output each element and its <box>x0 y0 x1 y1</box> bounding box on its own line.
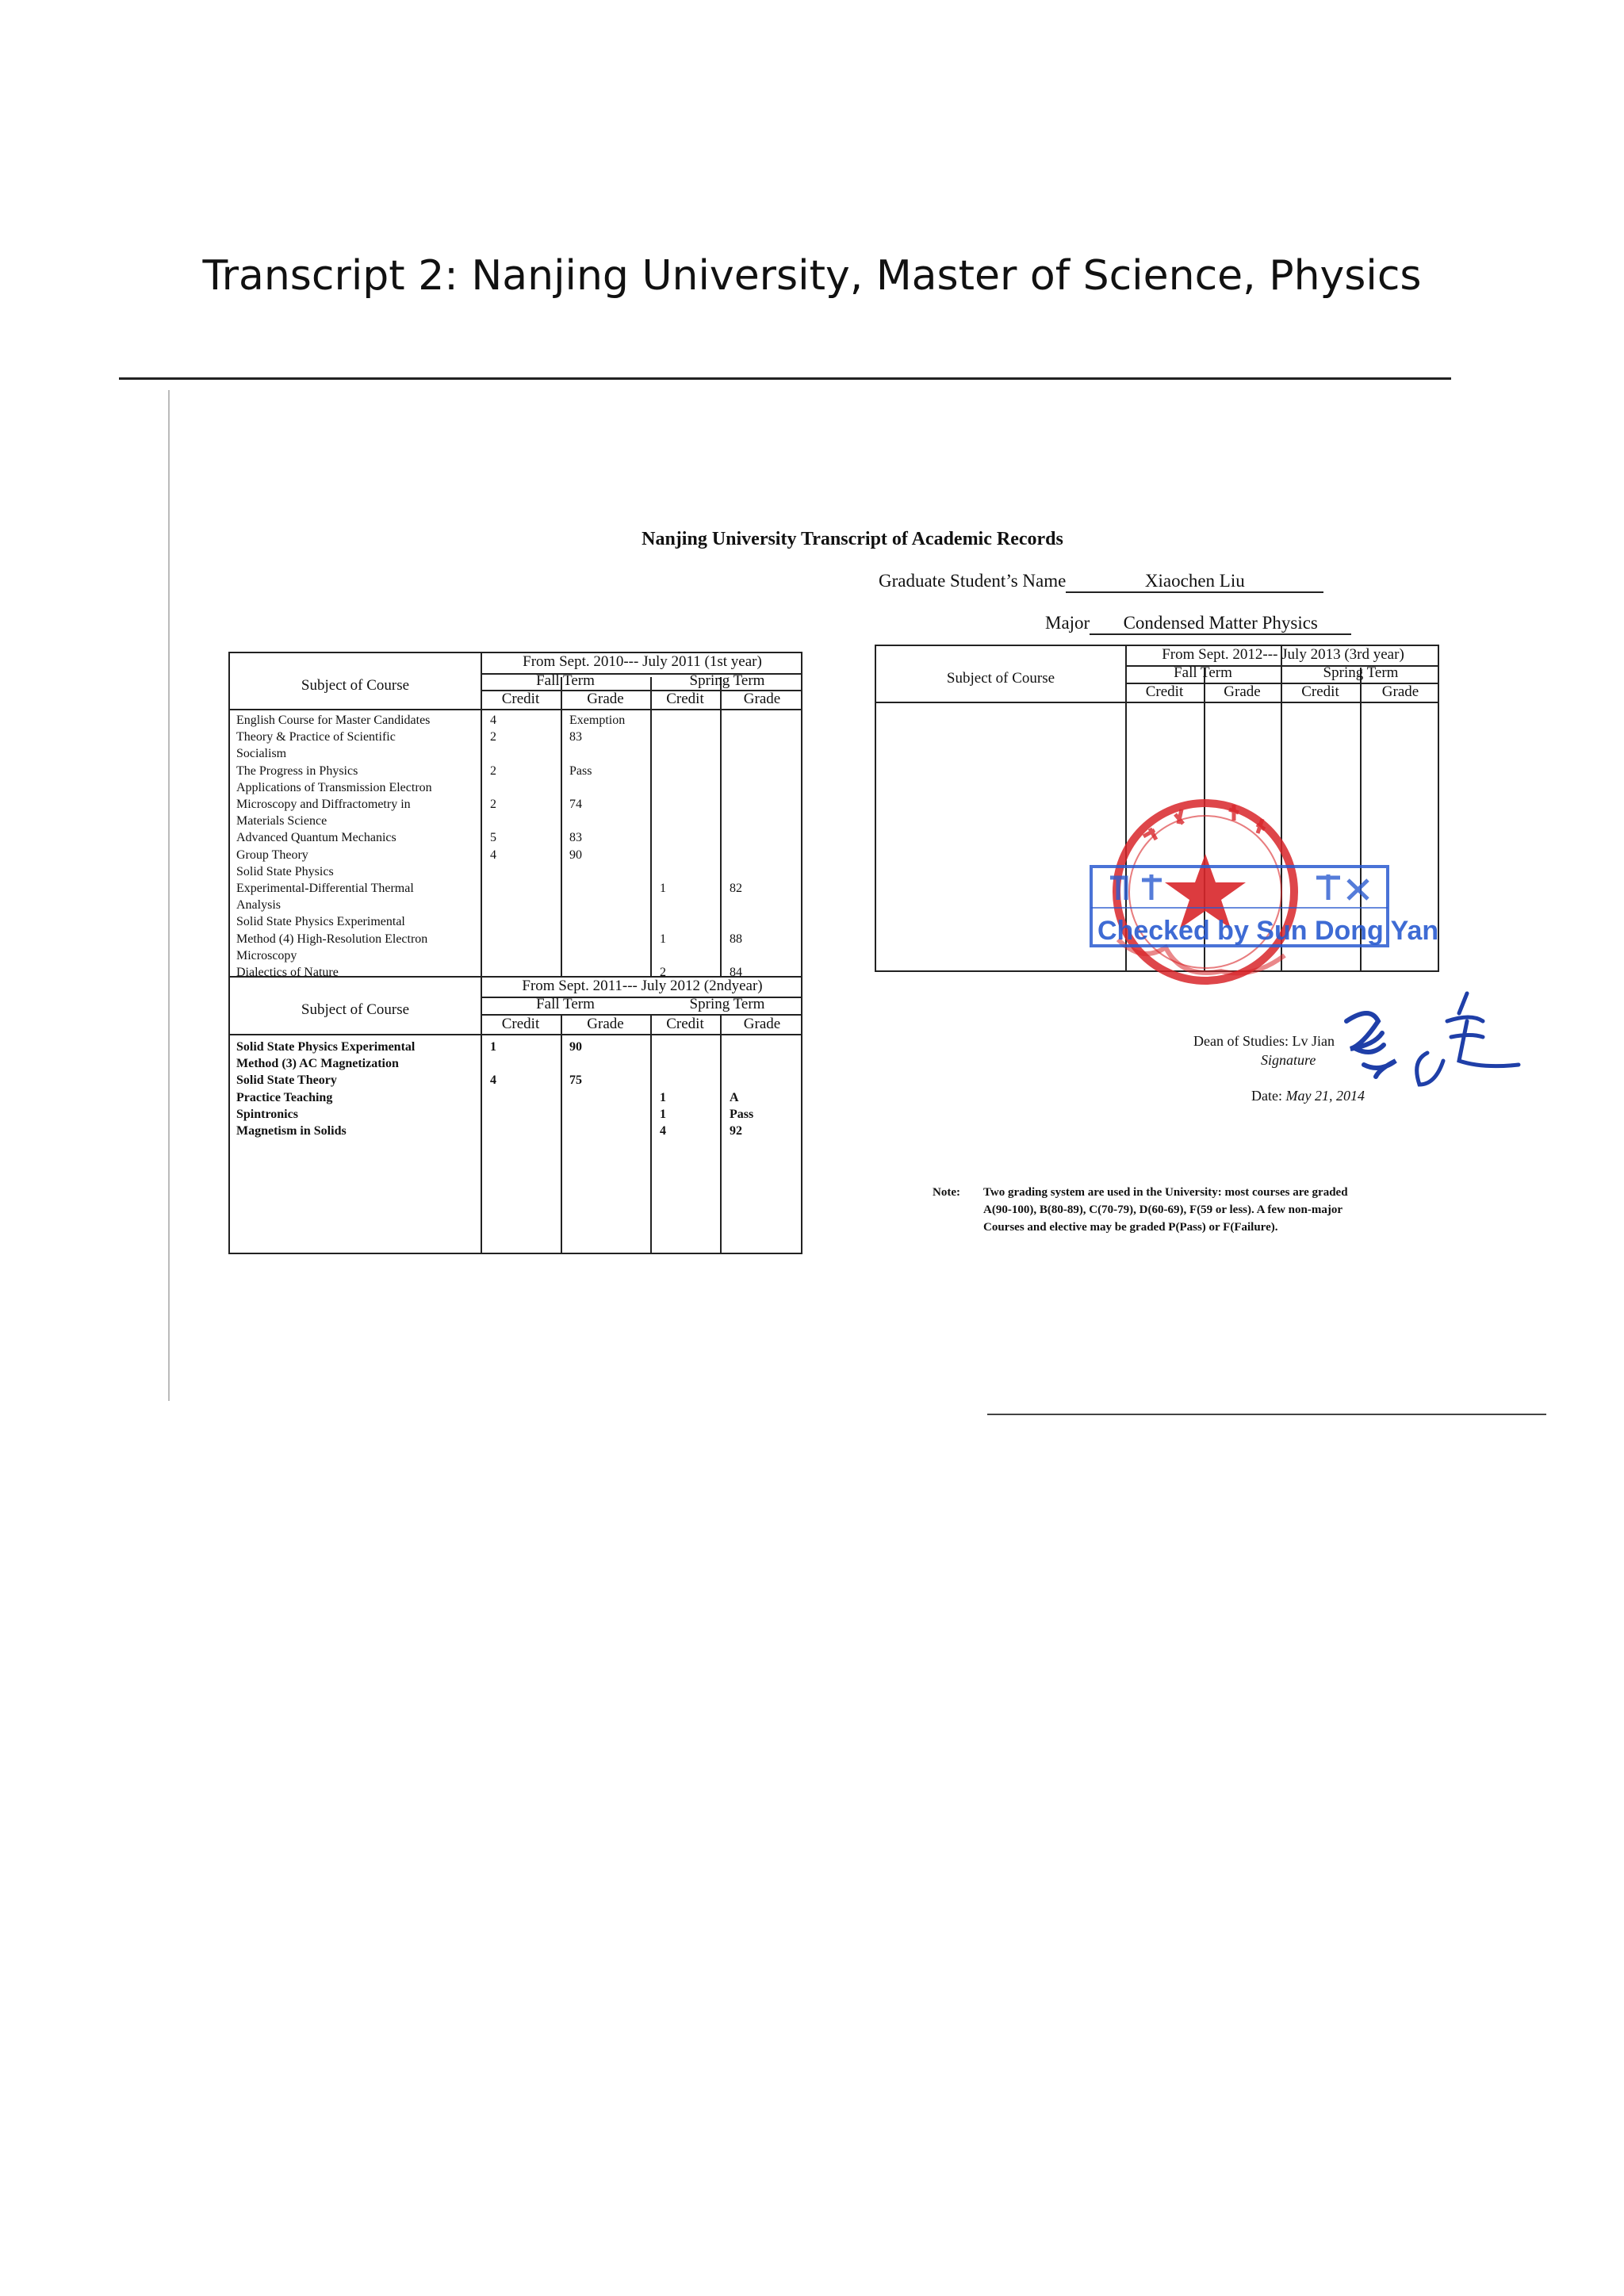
year1-spring-grade-header: Grade <box>743 691 781 707</box>
year1-fall-credit: 4 <box>490 714 496 727</box>
year2-period: From Sept. 2011--- July 2012 (2ndyear) <box>522 978 763 994</box>
year2-spring-grade: A <box>730 1090 739 1104</box>
year1-course-name: Applications of Transmission Electron <box>236 780 432 794</box>
year1-fall-credit: 2 <box>490 763 496 778</box>
year1-course-name: The Progress in Physics <box>236 763 358 778</box>
year3-period: From Sept. 2012--- July 2013 (3rd year) <box>1162 646 1404 663</box>
year1-fall-grade-header: Grade <box>587 691 624 707</box>
year1-course-name: English Course for Master Candidates <box>236 714 431 727</box>
grading-note-line2: A(90-100), B(80-89), C(70-79), D(60-69), F(59 or less). A few non-major <box>983 1203 1342 1216</box>
year2-spring-grade: 92 <box>730 1124 742 1138</box>
year2-subject-header: Subject of Course <box>301 1001 410 1018</box>
year1-fall-grade: 83 <box>569 730 582 744</box>
year2-fall-credit-header: Credit <box>501 1016 540 1032</box>
year2-course-name: Spintronics <box>236 1107 298 1121</box>
student-name-row <box>879 571 1323 593</box>
year2-fall-term: Fall Term <box>536 996 595 1012</box>
year2-fall-credit: 4 <box>490 1073 496 1088</box>
year2-course-name: Magnetism in Solids <box>236 1124 347 1138</box>
year1-course-name: Theory & Practice of Scientific <box>236 730 396 744</box>
year1-fall-credit: 2 <box>490 798 496 811</box>
major-row <box>1045 613 1351 635</box>
year2-fall-grade-header: Grade <box>587 1016 624 1032</box>
student-name-value: Xiaochen Liu <box>1066 571 1323 593</box>
year2-fall-credit: 1 <box>490 1040 496 1054</box>
year1-course-name: Experimental-Differential Thermal <box>236 882 414 895</box>
date-row <box>1251 1088 1365 1104</box>
year1-fall-grade: 83 <box>569 831 582 845</box>
year1-fall-term: Fall Term <box>536 672 595 689</box>
year1-fall-grade: 90 <box>569 848 582 862</box>
year1-fall-credit-header: Credit <box>501 691 540 707</box>
year1-spring-credit: 2 <box>660 966 666 979</box>
year2-spring-term: Spring Term <box>689 996 765 1012</box>
year1-period: From Sept. 2010--- July 2011 (1st year) <box>523 653 762 670</box>
transcript-table-year1 <box>228 652 802 978</box>
major-value: Condensed Matter Physics <box>1090 613 1351 635</box>
year2-course-name: Solid State Physics Experimental <box>236 1040 416 1054</box>
year3-subject-header: Subject of Course <box>946 670 1055 687</box>
year1-spring-grade: 82 <box>730 882 742 895</box>
year3-fall-term: Fall Term <box>1174 664 1232 681</box>
signature-label: Signature <box>1261 1052 1316 1068</box>
grading-note-line3: Courses and elective may be graded P(Pass) or F(Failure). <box>983 1221 1278 1234</box>
grading-note <box>983 1184 1348 1236</box>
year2-spring-grade: Pass <box>730 1107 754 1121</box>
dean-of-studies: Dean of Studies: Lv Jian <box>1193 1033 1335 1049</box>
year1-course-name: Dialectics of Nature <box>236 966 339 979</box>
year2-fall-grade: 75 <box>569 1073 582 1088</box>
handwritten-signature-icon <box>1340 989 1522 1093</box>
year1-course-name: Microscopy and Diffractometry in <box>236 798 411 811</box>
year1-spring-term: Spring Term <box>689 672 765 689</box>
year2-spring-credit: 4 <box>660 1124 666 1138</box>
year2-spring-credit: 1 <box>660 1107 666 1121</box>
year1-spring-credit: 1 <box>660 882 666 895</box>
year1-course-name: Microscopy <box>236 948 297 962</box>
year1-course-name: Materials Science <box>236 814 327 828</box>
year2-spring-credit-header: Credit <box>666 1016 704 1032</box>
year1-course-name: Analysis <box>236 898 281 913</box>
year2-fall-grade: 90 <box>569 1040 582 1054</box>
year3-spring-grade-header: Grade <box>1381 683 1419 700</box>
year2-course-name: Solid State Theory <box>236 1073 337 1088</box>
year1-fall-grade: 74 <box>569 798 582 811</box>
year1-fall-credit: 4 <box>490 848 496 862</box>
year2-course-name: Method (3) AC Magnetization <box>236 1057 399 1071</box>
year1-fall-grade: Pass <box>569 763 592 778</box>
page-title: Transcript 2: Nanjing University, Master of Science, Physics <box>202 252 1422 300</box>
year1-subject-header: Subject of Course <box>301 677 410 694</box>
year1-course-name: Method (4) High-Resolution Electron <box>236 932 428 946</box>
year3-spring-term: Spring Term <box>1323 664 1399 681</box>
date-value: May 21, 2014 <box>1285 1088 1365 1104</box>
scan-top-border <box>119 377 1451 380</box>
grading-note-line1: Two grading system are used in the University: most courses are graded <box>983 1186 1348 1199</box>
student-name-label: Graduate Student’s Name <box>879 571 1067 591</box>
signature-stroke-1 <box>1346 1013 1396 1077</box>
year1-course-name: Group Theory <box>236 848 308 862</box>
year3-fall-credit-header: Credit <box>1145 683 1184 700</box>
year1-fall-credit: 5 <box>490 831 496 845</box>
signature-stroke-2 <box>1417 993 1519 1085</box>
year2-spring-credit: 1 <box>660 1090 666 1104</box>
year2-spring-grade-header: Grade <box>743 1016 781 1032</box>
year2-course-name: Practice Teaching <box>236 1090 333 1104</box>
checked-by-stamp-text: Checked by Sun Dong Yan <box>1097 916 1439 946</box>
year3-spring-credit-header: Credit <box>1301 683 1339 700</box>
year1-spring-credit-header: Credit <box>666 691 704 707</box>
scan-bottom-border <box>987 1414 1546 1415</box>
year1-fall-credit: 2 <box>490 730 496 744</box>
transcript-table-year2 <box>228 976 802 1254</box>
year1-course-name: Advanced Quantum Mechanics <box>236 831 396 845</box>
year1-fall-grade: Exemption <box>569 714 626 727</box>
year1-course-name: Solid State Physics Experimental <box>236 915 405 929</box>
major-label: Major <box>1045 613 1090 633</box>
year1-course-name: Solid State Physics <box>236 864 334 878</box>
scan-left-border <box>168 390 170 1401</box>
year1-course-name: Socialism <box>236 747 287 761</box>
note-label: Note: <box>933 1186 960 1199</box>
year1-spring-grade: 88 <box>730 932 742 946</box>
year1-spring-credit: 1 <box>660 932 666 946</box>
year1-spring-grade: 84 <box>730 966 742 979</box>
transcript-title: Nanjing University Transcript of Academic Records <box>642 529 1063 549</box>
year3-fall-grade-header: Grade <box>1224 683 1261 700</box>
date-label: Date: <box>1251 1088 1282 1104</box>
